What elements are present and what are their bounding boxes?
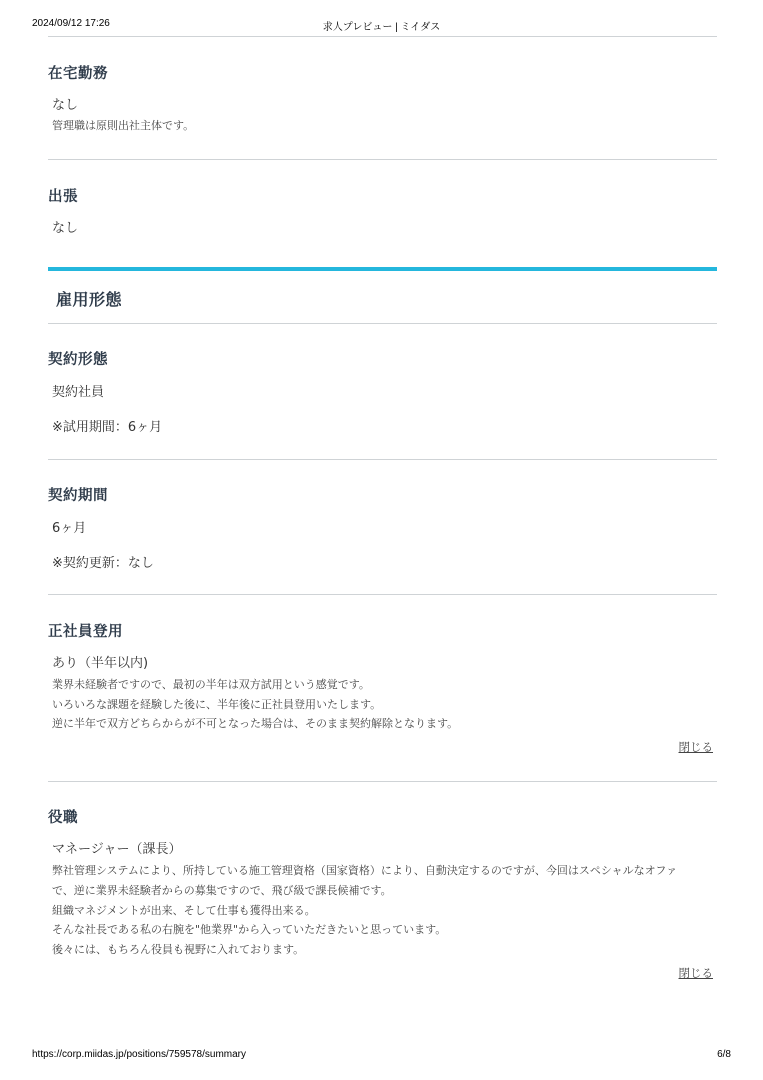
business-trip-value: なし bbox=[52, 221, 79, 236]
contract-period-note: ※契約更新：なし bbox=[52, 556, 154, 571]
remote-work-note: 管理職は原則出社主体です。 bbox=[52, 119, 195, 132]
print-page-number: 6/8 bbox=[717, 1049, 731, 1060]
remote-work-value: なし bbox=[52, 98, 79, 113]
print-page-title: 求人プレビュー | ミイダス bbox=[322, 22, 441, 33]
divider bbox=[48, 159, 717, 160]
print-footer bbox=[32, 1049, 731, 1065]
regular-promotion-line-2: いろいろな課題を経験した後に、半年後に正社員登用いたします。 bbox=[52, 698, 382, 711]
divider bbox=[48, 323, 717, 324]
employment-section-title: 雇用形態 bbox=[56, 290, 123, 309]
position-title-line-4: そんな社長である私の右腕を"他業界"から入っていただきたいと思っています。 bbox=[52, 923, 447, 936]
regular-promotion-line-3: 逆に半年で双方どちらからが不可となった場合は、そのまま契約解除となります。 bbox=[52, 717, 459, 730]
divider bbox=[48, 36, 717, 37]
contract-type-value: 契約社員 bbox=[52, 385, 105, 400]
remote-work-heading: 在宅勤務 bbox=[48, 66, 108, 82]
divider bbox=[48, 459, 717, 460]
business-trip-heading: 出張 bbox=[48, 189, 78, 205]
position-title-line-5: 後々には、もちろん役員も視野に入れております。 bbox=[52, 943, 305, 956]
section-accent-bar bbox=[48, 267, 717, 271]
regular-promotion-line-1: 業界未経験者ですので、最初の半年は双方試用という感覚です。 bbox=[52, 678, 370, 691]
position-title-value: マネージャー（課長） bbox=[52, 842, 182, 857]
contract-type-heading: 契約形態 bbox=[48, 352, 108, 368]
position-title-close-link[interactable]: 閉じる bbox=[678, 966, 713, 980]
print-datetime: 2024/09/12 17:26 bbox=[32, 18, 110, 29]
divider bbox=[48, 781, 717, 782]
position-title-heading: 役職 bbox=[48, 810, 78, 826]
regular-promotion-value: あり（半年以内) bbox=[52, 656, 149, 671]
print-header bbox=[32, 18, 731, 34]
position-title-line-2: で、逆に業界未経験者からの募集ですので、飛び級で課長候補です。 bbox=[52, 884, 392, 897]
contract-period-heading: 契約期間 bbox=[48, 488, 108, 504]
regular-promotion-close-link[interactable]: 閉じる bbox=[678, 740, 713, 754]
divider bbox=[48, 594, 717, 595]
print-url: https://corp.miidas.jp/positions/759578/summary bbox=[32, 1049, 246, 1060]
position-title-line-1: 弊社管理システムにより、所持している施工管理資格（国家資格）により、自動決定するのですが、今回はスペシャルなオファ bbox=[52, 864, 678, 877]
regular-promotion-heading: 正社員登用 bbox=[48, 624, 123, 640]
contract-period-value: 6ヶ月 bbox=[52, 521, 87, 536]
contract-type-note: ※試用期間：6ヶ月 bbox=[52, 420, 163, 435]
position-title-line-3: 組織マネジメントが出来、そして仕事も獲得出来る。 bbox=[52, 904, 316, 917]
